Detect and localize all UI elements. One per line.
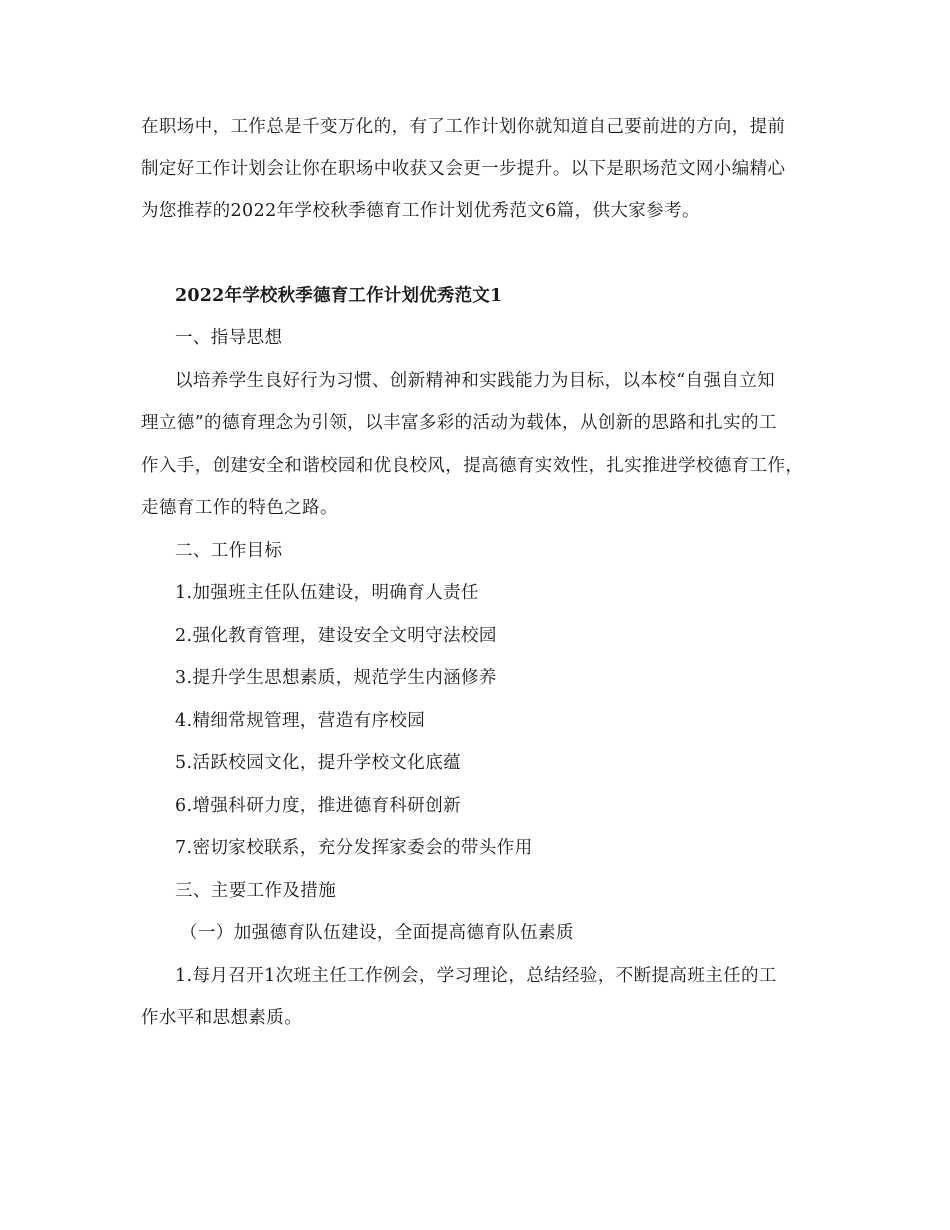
team-building-line-2: 作水平和思想素质。 — [141, 1008, 303, 1028]
work-goal-item-1: 1.加强班主任队伍建设，明确育人责任 — [175, 583, 479, 603]
section-heading-work-goals: 二、工作目标 — [175, 541, 283, 561]
work-goal-item-6: 6.增强科研力度，推进德育科研创新 — [175, 796, 461, 816]
work-goal-item-4: 4.精细常规管理，营造有序校园 — [175, 711, 426, 731]
guiding-thought-line-2: 理立德”的德育理念为引领，以丰富多彩的活动为载体，从创新的思路和扎实的工 — [141, 413, 777, 433]
intro-line-3: 为您推荐的2022年学校秋季德育工作计划优秀范文6篇，供大家参考。 — [141, 201, 700, 221]
team-building-line-1: 1.每月召开1次班主任工作例会，学习理论，总结经验，不断提高班主任的工 — [175, 966, 777, 986]
work-goal-item-5: 5.活跃校园文化，提升学校文化底蕴 — [175, 753, 461, 773]
intro-line-2: 制定好工作计划会让你在职场中收获又会更一步提升。以下是职场范文网小编精心 — [141, 159, 786, 179]
section-heading-guiding-thought: 一、指导思想 — [175, 328, 283, 348]
intro-line-1: 在职场中，工作总是千变万化的，有了工作计划你就知道自己要前进的方向，提前 — [141, 117, 786, 137]
work-goal-item-2: 2.强化教育管理，建设安全文明守法校园 — [175, 626, 497, 646]
guiding-thought-line-1: 以培养学生良好行为习惯、创新精神和实践能力为目标，以本校“自强自立知 — [175, 371, 776, 391]
article-title: 2022年学校秋季德育工作计划优秀范文1 — [175, 286, 503, 306]
section-heading-main-work: 三、主要工作及措施 — [175, 881, 337, 901]
guiding-thought-line-3: 作入手，创建安全和谐校园和优良校风，提高德育实效性，扎实推进学校德育工作， — [141, 456, 804, 476]
guiding-thought-line-4: 走德育工作的特色之路。 — [141, 498, 338, 518]
work-goal-item-3: 3.提升学生思想素质，规范学生内涵修养 — [175, 668, 497, 688]
work-goal-item-7: 7.密切家校联系，充分发挥家委会的带头作用 — [175, 838, 533, 858]
subsection-heading-team-building: （一）加强德育队伍建设，全面提高德育队伍素质 — [180, 923, 574, 943]
